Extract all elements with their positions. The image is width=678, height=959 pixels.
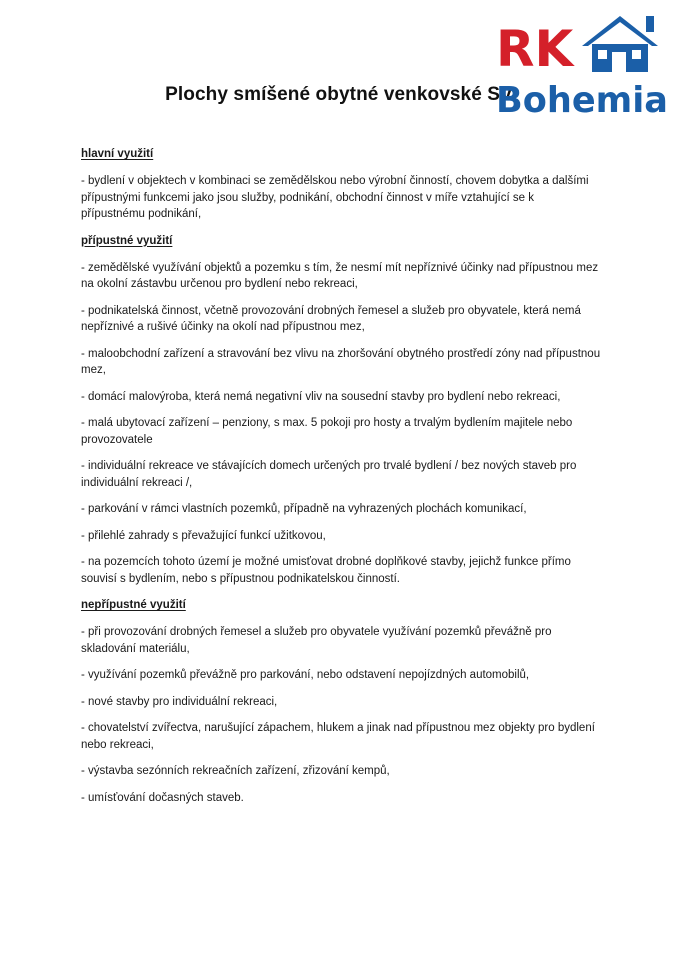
section-heading: nepřípustné využití	[81, 599, 186, 611]
list-item: - zemědělské využívání objektů a pozemku s tím, že nesmí mít nepříznivé účinky nad přípustnou mez na okolní zástavbu určenou pro bydlení nebo rekreaci,	[81, 261, 599, 290]
page-title: Plochy smíšené obytné venkovské SV	[165, 84, 513, 105]
list-item: - využívání pozemků převážně pro parkování, nebo odstavení nepojízdných automobilů,	[81, 669, 530, 681]
list-item: - podnikatelská činnost, včetně provozování drobných řemesel a služeb pro obyvatele, která nemá nepříznivé a rušivé účinky na okolí nad přípustnou mez,	[81, 304, 581, 333]
list-item: - výstavba sezónních rekreačních zařízení, zřizování kempů,	[81, 765, 390, 777]
list-item: - bydlení v objektech v kombinaci se zemědělskou nebo výrobní činností, chovem dobytka a dalšími přípustnými funkcemi jako jsou služby, podnikání, obchodní činnost v míře vztahující se k přípustnému podnikání,	[81, 175, 589, 220]
list-item: - individuální rekreace ve stávajících domech určených pro trvalé bydlení / bez nových staveb pro individuální rekreaci /,	[81, 460, 577, 489]
section-heading: přípustné využití	[81, 234, 173, 247]
list-item: - při provozování drobných řemesel a služeb pro obyvatele využívání pozemků převážně pro skladování materiálu,	[81, 626, 552, 655]
list-item: - přilehlé zahrady s převažující funkcí užitkovou,	[81, 529, 326, 542]
logo-text-bohemia: Bohemia	[496, 80, 668, 120]
list-item: - maloobchodní zařízení a stravování bez vlivu na zhoršování obytného prostředí zóny nad přípustnou mez,	[81, 347, 601, 376]
section-prohibited-use	[81, 597, 601, 806]
document-body	[81, 146, 601, 816]
list-item: - na pozemcích tohoto území je možné umisťovat drobné doplňkové stavby, jejichž funkce přímo souvisí s bydlením, nebo s přípustnou podnikatelskou činností.	[81, 556, 571, 585]
list-item: - domácí malovýroba, která nemá negativní vliv na sousední stavby pro bydlení nebo rekreaci,	[81, 390, 561, 403]
section-heading: hlavní využití	[81, 148, 154, 160]
section-main-use	[81, 146, 601, 223]
house-icon	[582, 16, 658, 72]
list-item: - umísťování dočasných staveb.	[81, 791, 244, 804]
logo-text-rk: RK	[496, 20, 574, 78]
list-item: - parkování v rámci vlastních pozemků, případně na vyhrazených plochách komunikací,	[81, 503, 527, 515]
list-item: - malá ubytovací zařízení – penziony, s max. 5 pokoji pro hosty a trvalým bydlením majitele nebo provozovatele	[81, 417, 573, 446]
section-permitted-use	[81, 233, 601, 588]
list-item: - chovatelství zvířectva, narušující zápachem, hlukem a jinak nad přípustnou mez objekty pro bydlení nebo rekreaci,	[81, 722, 595, 751]
list-item: - nové stavby pro individuální rekreaci,	[81, 695, 278, 708]
rk-bohemia-logo	[494, 10, 674, 120]
